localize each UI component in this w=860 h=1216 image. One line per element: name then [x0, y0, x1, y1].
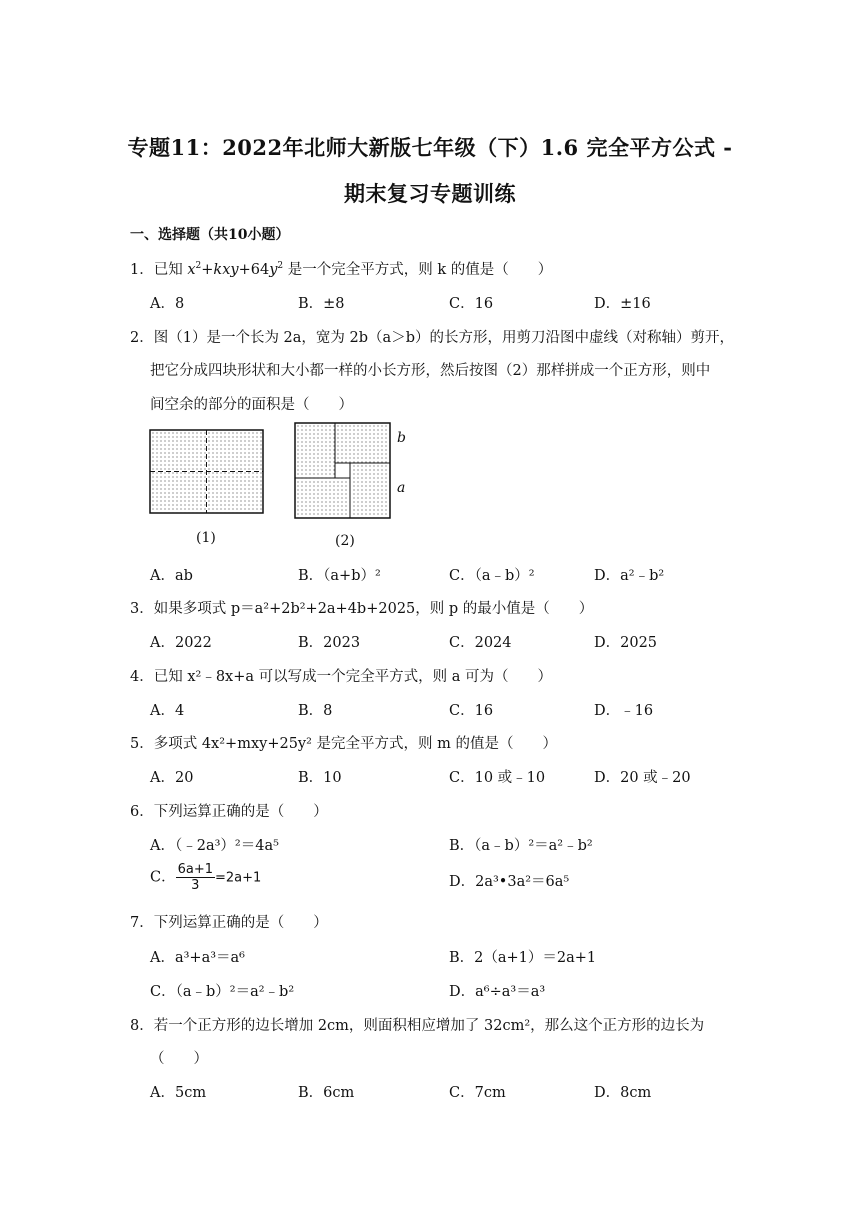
q3-option-c: C．2024 [449, 635, 512, 651]
question-6: 6．下列运算正确的是（ ） [130, 804, 328, 820]
q4-option-d: D．﹣16 [594, 703, 654, 719]
question-2-line2: 把它分成四块形状和大小都一样的小长方形，然后按图（2）那样拼成一个正方形，则中 [150, 363, 711, 379]
q8-option-d: D．8cm [594, 1085, 652, 1101]
q4-option-a: A．4 [150, 703, 185, 719]
q7-option-a: A．a³+a³＝a⁶ [150, 950, 245, 966]
figure-2-label-a: a [397, 480, 406, 496]
q2-option-d: D．a²﹣b² [594, 568, 665, 584]
question-5: 5．多项式 4x²+mxy+25y² 是完全平方式，则 m 的值是（ ） [130, 736, 557, 752]
question-2-line1: 2．图（1）是一个长为 2a，宽为 2b（a＞b）的长方形，用剪刀沿图中虚线（对称轴）剪开， [130, 330, 734, 346]
question-3: 3．如果多项式 p＝a²+2b²+2a+4b+2025，则 p 的最小值是（ ） [130, 601, 594, 617]
q7-option-c: C．（a﹣b）²＝a²﹣b² [150, 984, 295, 1000]
q1-option-a: A．8 [150, 296, 185, 312]
q1-option-c: C．16 [449, 296, 494, 312]
q6-option-b: B．（a﹣b）²＝a²﹣b² [449, 838, 593, 854]
question-8-line2: （ ） [150, 1051, 208, 1067]
q6-option-c: C． $\frac{6a+1}{3}$ =2a+1 [150, 862, 262, 893]
q5-option-a: A．20 [150, 770, 194, 786]
q3-option-b: B．2023 [298, 635, 361, 651]
page-title-line1: 专题11：2022年北师大新版七年级（下）1.6 完全平方公式 - [127, 135, 733, 160]
q7-option-d: D．a⁶÷a³＝a³ [449, 984, 546, 1000]
q5-option-d: D．20 或﹣20 [594, 770, 691, 786]
question-7: 7．下列运算正确的是（ ） [130, 915, 328, 931]
q8-option-b: B．6cm [298, 1085, 355, 1101]
q2-option-b: B．（a+b）² [298, 568, 381, 584]
figure-2-square [293, 421, 393, 521]
page-title-line2: 期末复习专题训练 [344, 181, 516, 206]
q1-option-d: D．±16 [594, 296, 651, 312]
q6-option-d: D．2a³•3a²＝6a⁵ [449, 874, 570, 890]
q4-option-b: B．8 [298, 703, 333, 719]
figure-2-label-b: b [397, 430, 406, 446]
q7-option-b: B．2（a+1）＝2a+1 [449, 950, 597, 966]
q6-option-a: A．（﹣2a³）²＝4a⁵ [150, 838, 279, 854]
q8-option-c: C．7cm [449, 1085, 506, 1101]
question-2-line3: 间空余的部分的面积是（ ） [150, 397, 353, 413]
q4-option-c: C．16 [449, 703, 494, 719]
figure-1-label: (1) [196, 530, 216, 546]
q3-option-d: D．2025 [594, 635, 658, 651]
question-8-line1: 8．若一个正方形的边长增加 2cm，则面积相应增加了 32cm²，那么这个正方形的边长为 [130, 1018, 705, 1034]
q2-option-c: C．（a﹣b）² [449, 568, 535, 584]
figure-1-rectangle [148, 428, 266, 516]
q3-option-a: A．2022 [150, 635, 212, 651]
section-heading: 一、选择题（共10小题） [130, 227, 290, 243]
figure-2-label: (2) [335, 533, 355, 549]
q1-option-b: B．±8 [298, 296, 345, 312]
q8-option-a: A．5cm [150, 1085, 207, 1101]
q5-option-b: B．10 [298, 770, 342, 786]
q6-option-c-fraction: $\frac{6a+1}{3}$ [177, 862, 214, 893]
q5-option-c: C．10 或﹣10 [449, 770, 546, 786]
question-1: 1．已知 $x^2+kxy+64y^2$ 是一个完全平方式，则 k 的值是（ ） [130, 261, 553, 278]
question-4: 4．已知 x²﹣8x+a 可以写成一个完全平方式，则 a 可为（ ） [130, 669, 552, 685]
q2-option-a: A．ab [150, 568, 193, 584]
